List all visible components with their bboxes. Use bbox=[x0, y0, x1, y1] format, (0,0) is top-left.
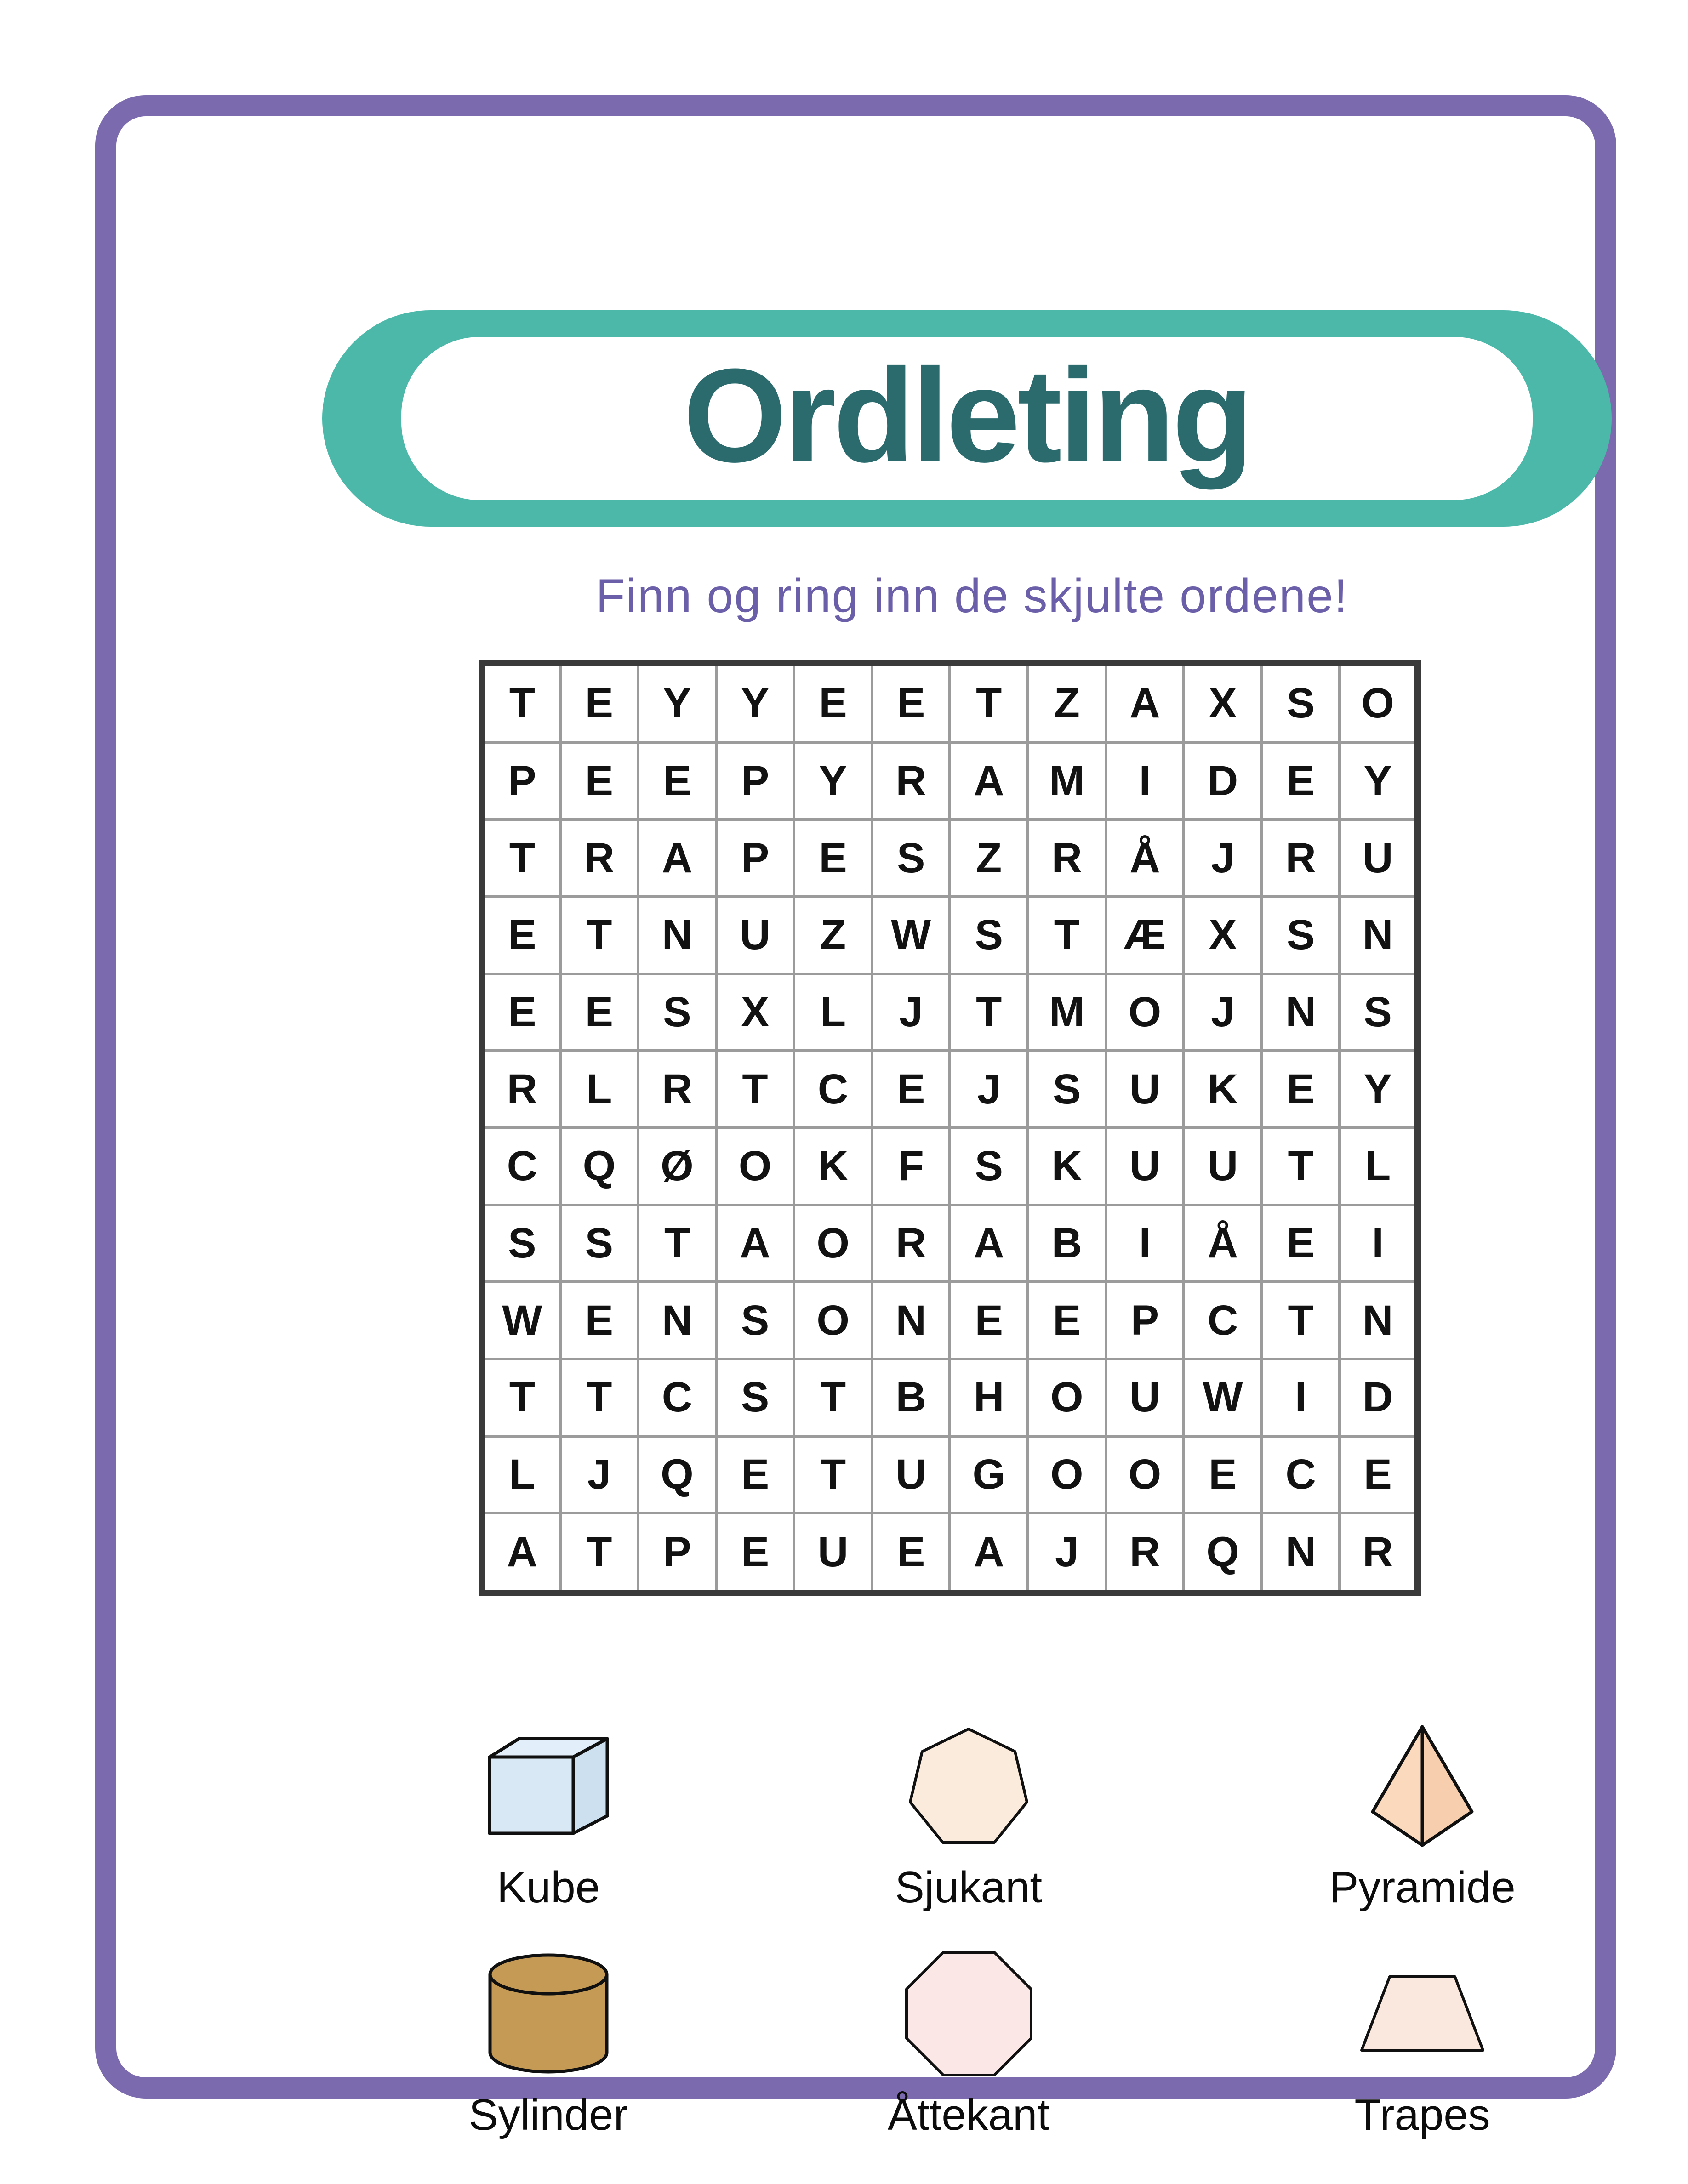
grid-cell[interactable]: Y bbox=[1340, 1051, 1418, 1128]
grid-cell[interactable]: Q bbox=[1184, 1513, 1262, 1593]
grid-cell[interactable]: U bbox=[1106, 1128, 1184, 1205]
grid-cell[interactable]: S bbox=[716, 1282, 794, 1359]
grid-row bbox=[482, 1513, 1418, 1593]
grid-cell[interactable]: S bbox=[1262, 897, 1340, 974]
grid-cell[interactable]: E bbox=[482, 897, 560, 974]
grid-cell[interactable]: E bbox=[872, 1051, 950, 1128]
shape-item-sjukant bbox=[808, 1723, 1129, 1912]
grid-cell[interactable]: T bbox=[1028, 897, 1106, 974]
grid-cell[interactable]: O bbox=[794, 1205, 872, 1282]
grid-cell[interactable]: Ø bbox=[638, 1128, 716, 1205]
cylinder-icon bbox=[488, 1950, 609, 2077]
grid-cell[interactable]: K bbox=[1184, 1051, 1262, 1128]
grid-cell[interactable]: T bbox=[794, 1436, 872, 1513]
grid-cell[interactable]: J bbox=[950, 1051, 1028, 1128]
grid-cell[interactable]: N bbox=[638, 897, 716, 974]
shape-label: Sylinder bbox=[468, 2090, 628, 2139]
grid-cell[interactable]: N bbox=[872, 1282, 950, 1359]
grid-cell[interactable]: S bbox=[950, 897, 1028, 974]
grid-cell[interactable]: I bbox=[1106, 743, 1184, 820]
grid-row bbox=[482, 1051, 1418, 1128]
grid-cell[interactable]: C bbox=[482, 1128, 560, 1205]
grid-cell[interactable]: E bbox=[1262, 1051, 1340, 1128]
grid-cell[interactable]: T bbox=[482, 819, 560, 897]
grid-cell[interactable]: A bbox=[638, 819, 716, 897]
grid-cell[interactable]: O bbox=[1028, 1436, 1106, 1513]
word-search-grid bbox=[479, 660, 1421, 1596]
grid-cell[interactable]: B bbox=[1028, 1205, 1106, 1282]
grid-cell[interactable]: J bbox=[872, 974, 950, 1051]
grid-cell[interactable]: U bbox=[1106, 1051, 1184, 1128]
grid-cell[interactable]: J bbox=[1184, 974, 1262, 1051]
grid-cell[interactable]: L bbox=[560, 1051, 639, 1128]
shape-label: Pyramide bbox=[1329, 1863, 1516, 1912]
title-badge bbox=[322, 310, 1612, 527]
shape-label: Sjukant bbox=[895, 1863, 1043, 1912]
grid-cell[interactable]: E bbox=[1262, 1205, 1340, 1282]
grid-row bbox=[482, 1436, 1418, 1513]
grid-cell[interactable]: O bbox=[794, 1282, 872, 1359]
grid-cell[interactable]: S bbox=[950, 1128, 1028, 1205]
grid-cell[interactable]: J bbox=[1184, 819, 1262, 897]
grid-cell[interactable]: Å bbox=[1184, 1205, 1262, 1282]
grid-cell[interactable]: Y bbox=[716, 663, 794, 743]
grid-cell[interactable]: E bbox=[1184, 1436, 1262, 1513]
grid-cell[interactable]: B bbox=[872, 1359, 950, 1436]
grid-cell[interactable]: C bbox=[1262, 1436, 1340, 1513]
grid-cell[interactable]: Q bbox=[638, 1436, 716, 1513]
grid-cell[interactable]: N bbox=[1262, 974, 1340, 1051]
grid-cell[interactable]: X bbox=[716, 974, 794, 1051]
grid-cell[interactable]: A bbox=[1106, 663, 1184, 743]
grid-cell[interactable]: T bbox=[482, 663, 560, 743]
grid-cell[interactable]: C bbox=[638, 1359, 716, 1436]
grid-cell[interactable]: E bbox=[794, 819, 872, 897]
grid-cell[interactable]: R bbox=[638, 1051, 716, 1128]
grid-cell[interactable]: T bbox=[794, 1359, 872, 1436]
grid-cell[interactable]: U bbox=[716, 897, 794, 974]
grid-cell[interactable]: J bbox=[1028, 1513, 1106, 1593]
grid-cell[interactable]: J bbox=[560, 1436, 639, 1513]
grid-cell[interactable]: U bbox=[872, 1436, 950, 1513]
grid-row bbox=[482, 663, 1418, 743]
grid-cell[interactable]: O bbox=[1106, 974, 1184, 1051]
grid-row bbox=[482, 1282, 1418, 1359]
grid-row bbox=[482, 743, 1418, 820]
grid-cell[interactable]: M bbox=[1028, 743, 1106, 820]
grid-cell[interactable]: T bbox=[716, 1051, 794, 1128]
trapezoid-icon bbox=[1360, 1950, 1485, 2077]
grid-cell[interactable]: W bbox=[1184, 1359, 1262, 1436]
grid-cell[interactable]: G bbox=[950, 1436, 1028, 1513]
grid-cell[interactable]: E bbox=[1028, 1282, 1106, 1359]
grid-row bbox=[482, 1359, 1418, 1436]
grid-cell[interactable]: D bbox=[1184, 743, 1262, 820]
grid-cell[interactable]: P bbox=[1106, 1282, 1184, 1359]
grid-cell[interactable]: K bbox=[794, 1128, 872, 1205]
grid-row bbox=[482, 819, 1418, 897]
grid-cell[interactable]: U bbox=[1340, 819, 1418, 897]
grid-cell[interactable]: E bbox=[638, 743, 716, 820]
shape-item-trapes bbox=[1261, 1950, 1583, 2139]
grid-cell[interactable]: X bbox=[1184, 663, 1262, 743]
grid-cell[interactable]: D bbox=[1340, 1359, 1418, 1436]
grid-cell[interactable]: P bbox=[716, 743, 794, 820]
grid-cell[interactable]: A bbox=[482, 1513, 560, 1593]
grid-cell[interactable]: S bbox=[560, 1205, 639, 1282]
grid-cell[interactable]: S bbox=[1340, 974, 1418, 1051]
grid-cell[interactable]: C bbox=[1184, 1282, 1262, 1359]
title-badge-inner bbox=[401, 337, 1533, 500]
grid-cell[interactable]: W bbox=[872, 897, 950, 974]
grid-cell[interactable]: P bbox=[716, 819, 794, 897]
grid-row bbox=[482, 1128, 1418, 1205]
grid-cell[interactable]: T bbox=[1262, 1282, 1340, 1359]
grid-cell[interactable]: R bbox=[1028, 819, 1106, 897]
grid-cell[interactable]: Y bbox=[1340, 743, 1418, 820]
grid-cell[interactable]: Q bbox=[560, 1128, 639, 1205]
grid-cell[interactable]: A bbox=[950, 1513, 1028, 1593]
grid-cell[interactable]: R bbox=[872, 1205, 950, 1282]
grid-cell[interactable]: T bbox=[560, 1359, 639, 1436]
grid-row bbox=[482, 974, 1418, 1051]
grid-cell[interactable]: E bbox=[716, 1436, 794, 1513]
grid-cell[interactable]: U bbox=[1106, 1359, 1184, 1436]
grid-cell[interactable]: O bbox=[1028, 1359, 1106, 1436]
grid-cell[interactable]: E bbox=[950, 1282, 1028, 1359]
grid-cell[interactable]: M bbox=[1028, 974, 1106, 1051]
grid-cell[interactable]: U bbox=[1184, 1128, 1262, 1205]
grid-cell[interactable]: I bbox=[1262, 1359, 1340, 1436]
grid-cell[interactable]: N bbox=[638, 1282, 716, 1359]
grid-cell[interactable]: S bbox=[1262, 663, 1340, 743]
shape-item-kube bbox=[388, 1723, 709, 1912]
grid-cell[interactable]: N bbox=[1262, 1513, 1340, 1593]
grid-cell[interactable]: U bbox=[794, 1513, 872, 1593]
grid-cell[interactable]: Å bbox=[1106, 819, 1184, 897]
grid-cell[interactable]: E bbox=[482, 974, 560, 1051]
shape-item-attekant bbox=[808, 1950, 1129, 2139]
grid-cell[interactable]: Y bbox=[638, 663, 716, 743]
grid-cell[interactable]: P bbox=[638, 1513, 716, 1593]
grid-cell[interactable]: Z bbox=[950, 819, 1028, 897]
shape-label: Åttekant bbox=[887, 2090, 1050, 2139]
grid-cell[interactable]: E bbox=[560, 743, 639, 820]
grid-cell[interactable]: R bbox=[1106, 1513, 1184, 1593]
grid-cell[interactable]: E bbox=[560, 663, 639, 743]
grid-cell[interactable]: C bbox=[794, 1051, 872, 1128]
grid-cell[interactable]: I bbox=[1106, 1205, 1184, 1282]
grid-cell[interactable]: E bbox=[716, 1513, 794, 1593]
grid-cell[interactable]: A bbox=[950, 743, 1028, 820]
grid-cell[interactable]: N bbox=[1340, 897, 1418, 974]
grid-cell[interactable]: S bbox=[716, 1359, 794, 1436]
grid-cell[interactable]: Z bbox=[794, 897, 872, 974]
grid-cell[interactable]: S bbox=[872, 819, 950, 897]
grid-row bbox=[482, 1205, 1418, 1282]
grid-cell[interactable]: E bbox=[560, 974, 639, 1051]
pyramid-icon bbox=[1369, 1723, 1476, 1849]
grid-cell[interactable]: Z bbox=[1028, 663, 1106, 743]
grid-cell[interactable]: N bbox=[1340, 1282, 1418, 1359]
grid-cell[interactable]: E bbox=[1340, 1436, 1418, 1513]
page-title: Ordleting bbox=[683, 341, 1251, 490]
grid-cell[interactable]: R bbox=[872, 743, 950, 820]
subtitle: Finn og ring inn de skjulte ordene! bbox=[596, 569, 1348, 623]
shape-item-sylinder bbox=[388, 1950, 709, 2139]
grid-cell[interactable]: L bbox=[482, 1436, 560, 1513]
grid-row bbox=[482, 897, 1418, 974]
grid-cell[interactable]: T bbox=[950, 663, 1028, 743]
grid-cell[interactable]: T bbox=[638, 1205, 716, 1282]
grid-cell[interactable]: H bbox=[950, 1359, 1028, 1436]
page-border-frame bbox=[95, 95, 1616, 2139]
grid-cell[interactable]: L bbox=[1340, 1128, 1418, 1205]
grid-cell[interactable]: R bbox=[560, 819, 639, 897]
grid-cell[interactable]: S bbox=[1028, 1051, 1106, 1128]
grid-cell[interactable]: R bbox=[482, 1051, 560, 1128]
shape-item-pyramide bbox=[1261, 1723, 1583, 1912]
grid-cell[interactable]: T bbox=[560, 1513, 639, 1593]
grid-cell[interactable]: A bbox=[716, 1205, 794, 1282]
grid-cell[interactable]: K bbox=[1028, 1128, 1106, 1205]
grid-cell[interactable]: A bbox=[950, 1205, 1028, 1282]
grid-cell[interactable]: I bbox=[1340, 1205, 1418, 1282]
cube-icon bbox=[488, 1723, 609, 1849]
grid-cell[interactable]: X bbox=[1184, 897, 1262, 974]
grid-cell[interactable]: E bbox=[1262, 743, 1340, 820]
grid-cell[interactable]: S bbox=[482, 1205, 560, 1282]
grid-cell[interactable]: T bbox=[1262, 1128, 1340, 1205]
shape-label: Kube bbox=[496, 1863, 600, 1912]
grid-cell[interactable]: E bbox=[872, 663, 950, 743]
grid-cell[interactable]: E bbox=[872, 1513, 950, 1593]
grid-cell[interactable]: F bbox=[872, 1128, 950, 1205]
grid-cell[interactable]: W bbox=[482, 1282, 560, 1359]
grid-cell[interactable]: L bbox=[794, 974, 872, 1051]
grid-cell[interactable]: T bbox=[950, 974, 1028, 1051]
grid-cell[interactable]: O bbox=[1106, 1436, 1184, 1513]
heptagon-icon bbox=[907, 1723, 1030, 1849]
grid-cell[interactable]: S bbox=[638, 974, 716, 1051]
grid-cell[interactable]: R bbox=[1340, 1513, 1418, 1593]
grid-cell[interactable]: P bbox=[482, 743, 560, 820]
shape-label: Trapes bbox=[1354, 2090, 1490, 2139]
octagon-icon bbox=[905, 1950, 1032, 2077]
grid-cell[interactable]: E bbox=[560, 1282, 639, 1359]
grid-cell[interactable]: T bbox=[482, 1359, 560, 1436]
grid-cell[interactable]: R bbox=[1262, 819, 1340, 897]
grid-cell[interactable]: E bbox=[794, 663, 872, 743]
grid-cell[interactable]: Æ bbox=[1106, 897, 1184, 974]
grid-cell[interactable]: Y bbox=[794, 743, 872, 820]
grid-cell[interactable]: T bbox=[560, 897, 639, 974]
grid-cell[interactable]: O bbox=[716, 1128, 794, 1205]
grid-cell[interactable]: O bbox=[1340, 663, 1418, 743]
